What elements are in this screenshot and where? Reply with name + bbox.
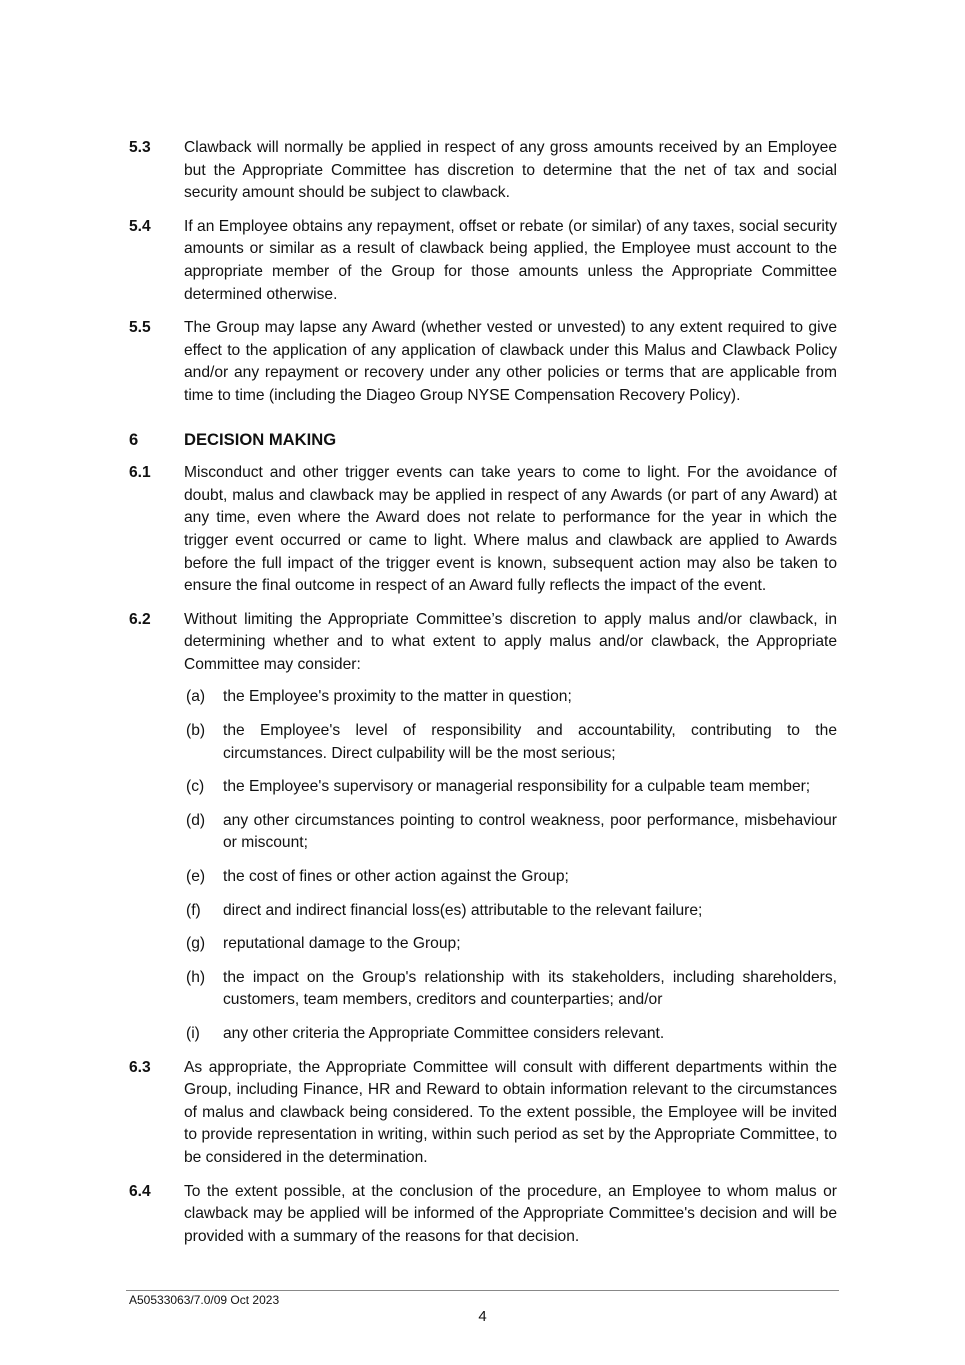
clause-text: Clawback will normally be applied in respect of any gross amounts received by an Employee but the Appropriate Committee has discretion to determine that the net of tax and social security amount should be subject to clawback. — [184, 139, 837, 202]
clause-6-2 — [129, 609, 837, 677]
sub-clause-letter: (e) — [186, 868, 206, 886]
page-number: 4 — [478, 1308, 487, 1325]
clause-number: 6.3 — [129, 1058, 151, 1076]
clause-6-3 — [129, 1057, 837, 1170]
sub-clause-text: the Employee's level of responsibility and accountability, contributing to the circumstances. Direct culpability will be the most serious; — [223, 722, 837, 762]
sub-clause-letter: (i) — [186, 1025, 200, 1042]
sub-clause-text: the impact on the Group's relationship with its stakeholders, including shareholders, customers, team members, creditors and counterparties; and/or — [223, 968, 837, 1009]
section-title: DECISION MAKING — [184, 429, 337, 449]
sub-clause-a — [184, 686, 837, 709]
sub-clause-letter: (d) — [186, 811, 206, 829]
sub-clause-letter: (h) — [186, 968, 206, 986]
sub-clause-text: direct and indirect financial loss(es) attributable to the relevant failure; — [223, 901, 703, 919]
clause-text: If an Employee obtains any repayment, offset or rebate (or similar) of any taxes, social security amounts or similar as a result of clawback being applied, the Employee must account to the appropriate member of the Group for those amounts unless the Appropriate Committee determined otherwise. — [184, 217, 837, 303]
sub-clause-d — [184, 810, 837, 855]
sub-clause-f — [184, 900, 837, 923]
sub-clause-text: the cost of fines or other action against the Group; — [223, 868, 569, 886]
sub-clause-text: reputational damage to the Group; — [223, 935, 461, 953]
sub-clause-letter: (a) — [186, 688, 206, 706]
sub-clause-text: any other criteria the Appropriate Committee considers relevant. — [223, 1025, 665, 1042]
clause-number: 5.3 — [129, 139, 151, 156]
clause-text: As appropriate, the Appropriate Committee will consult with different departments within the Group, including Finance, HR and Reward to obtain information relevant to the circumstances of malus and clawback being considered. To the extent possible, the Employee will be invited to provide representation in writing, within such period as set by the Appropriate Committee, to be considered in the determination. — [184, 1058, 837, 1166]
clause-6-4 — [129, 1181, 837, 1249]
sub-clause-text: any other circumstances pointing to control weakness, poor performance, misbehaviour or miscount; — [223, 811, 837, 852]
sub-clause-letter: (f) — [186, 901, 201, 919]
clause-6-1 — [129, 462, 837, 598]
sub-clause-letter: (b) — [186, 722, 206, 740]
clause-5-5 — [129, 317, 837, 407]
footer-divider — [126, 1290, 839, 1291]
clause-text: The Group may lapse any Award (whether vested or unvested) to any extent required to give effect to the application of any application of clawback under this Malus and Clawback Policy and/or any repayment or recovery under any other policies or terms that are applicable from time to time (including the Diageo Group NYSE Compensation Recovery Policy). — [184, 319, 837, 404]
clause-text: Without limiting the Appropriate Committee’s discretion to apply malus and/or clawback, in determining whether and to what extent to apply malus and/or clawback, the Appropriate Committee may consider: — [184, 610, 837, 673]
clause-number: 5.4 — [129, 217, 151, 235]
section-heading — [129, 429, 837, 452]
clause-number: 6.4 — [129, 1182, 151, 1200]
document-body — [129, 137, 837, 1259]
sub-clause-h — [184, 967, 837, 1012]
sub-clause-g — [184, 933, 837, 956]
sub-clause-list — [184, 686, 837, 1045]
sub-clause-e — [184, 866, 837, 889]
clause-text: Misconduct and other trigger events can take years to come to light. For the avoidance of doubt, malus and clawback may be applied in respect of any Awards (or part of any Award) at any time, even where the Award does not relate to performance for the year in which the trigger event occurred or came to light. Where malus and clawback are applied to Awards before the full impact of the trigger event is known, subsequent action may also be taken to ensure the final outcome in respect of an Award fully reflects the impact of the event. — [184, 464, 837, 595]
sub-clause-i — [184, 1023, 837, 1046]
clause-5-4 — [129, 216, 837, 306]
clause-number: 6.1 — [129, 464, 151, 482]
sub-clause-text: the Employee's supervisory or managerial responsibility for a culpable team member; — [223, 778, 811, 796]
clause-number: 5.5 — [129, 319, 151, 337]
clause-text: To the extent possible, at the conclusion of the procedure, an Employee to whom malus or clawback may be applied will be informed of the Appropriate Committee's decision and will be provided with a summary of the reasons for that decision. — [184, 1182, 837, 1245]
sub-clause-c — [184, 776, 837, 799]
sub-clause-text: the Employee's proximity to the matter in question; — [223, 688, 572, 706]
sub-clause-b — [184, 720, 837, 765]
section-number: 6 — [129, 429, 139, 449]
document-reference: A50533063/7.0/09 Oct 2023 — [129, 1293, 280, 1307]
sub-clause-letter: (g) — [186, 935, 206, 953]
clause-5-3 — [129, 137, 837, 205]
clause-number: 6.2 — [129, 610, 151, 628]
sub-clause-letter: (c) — [186, 778, 205, 796]
